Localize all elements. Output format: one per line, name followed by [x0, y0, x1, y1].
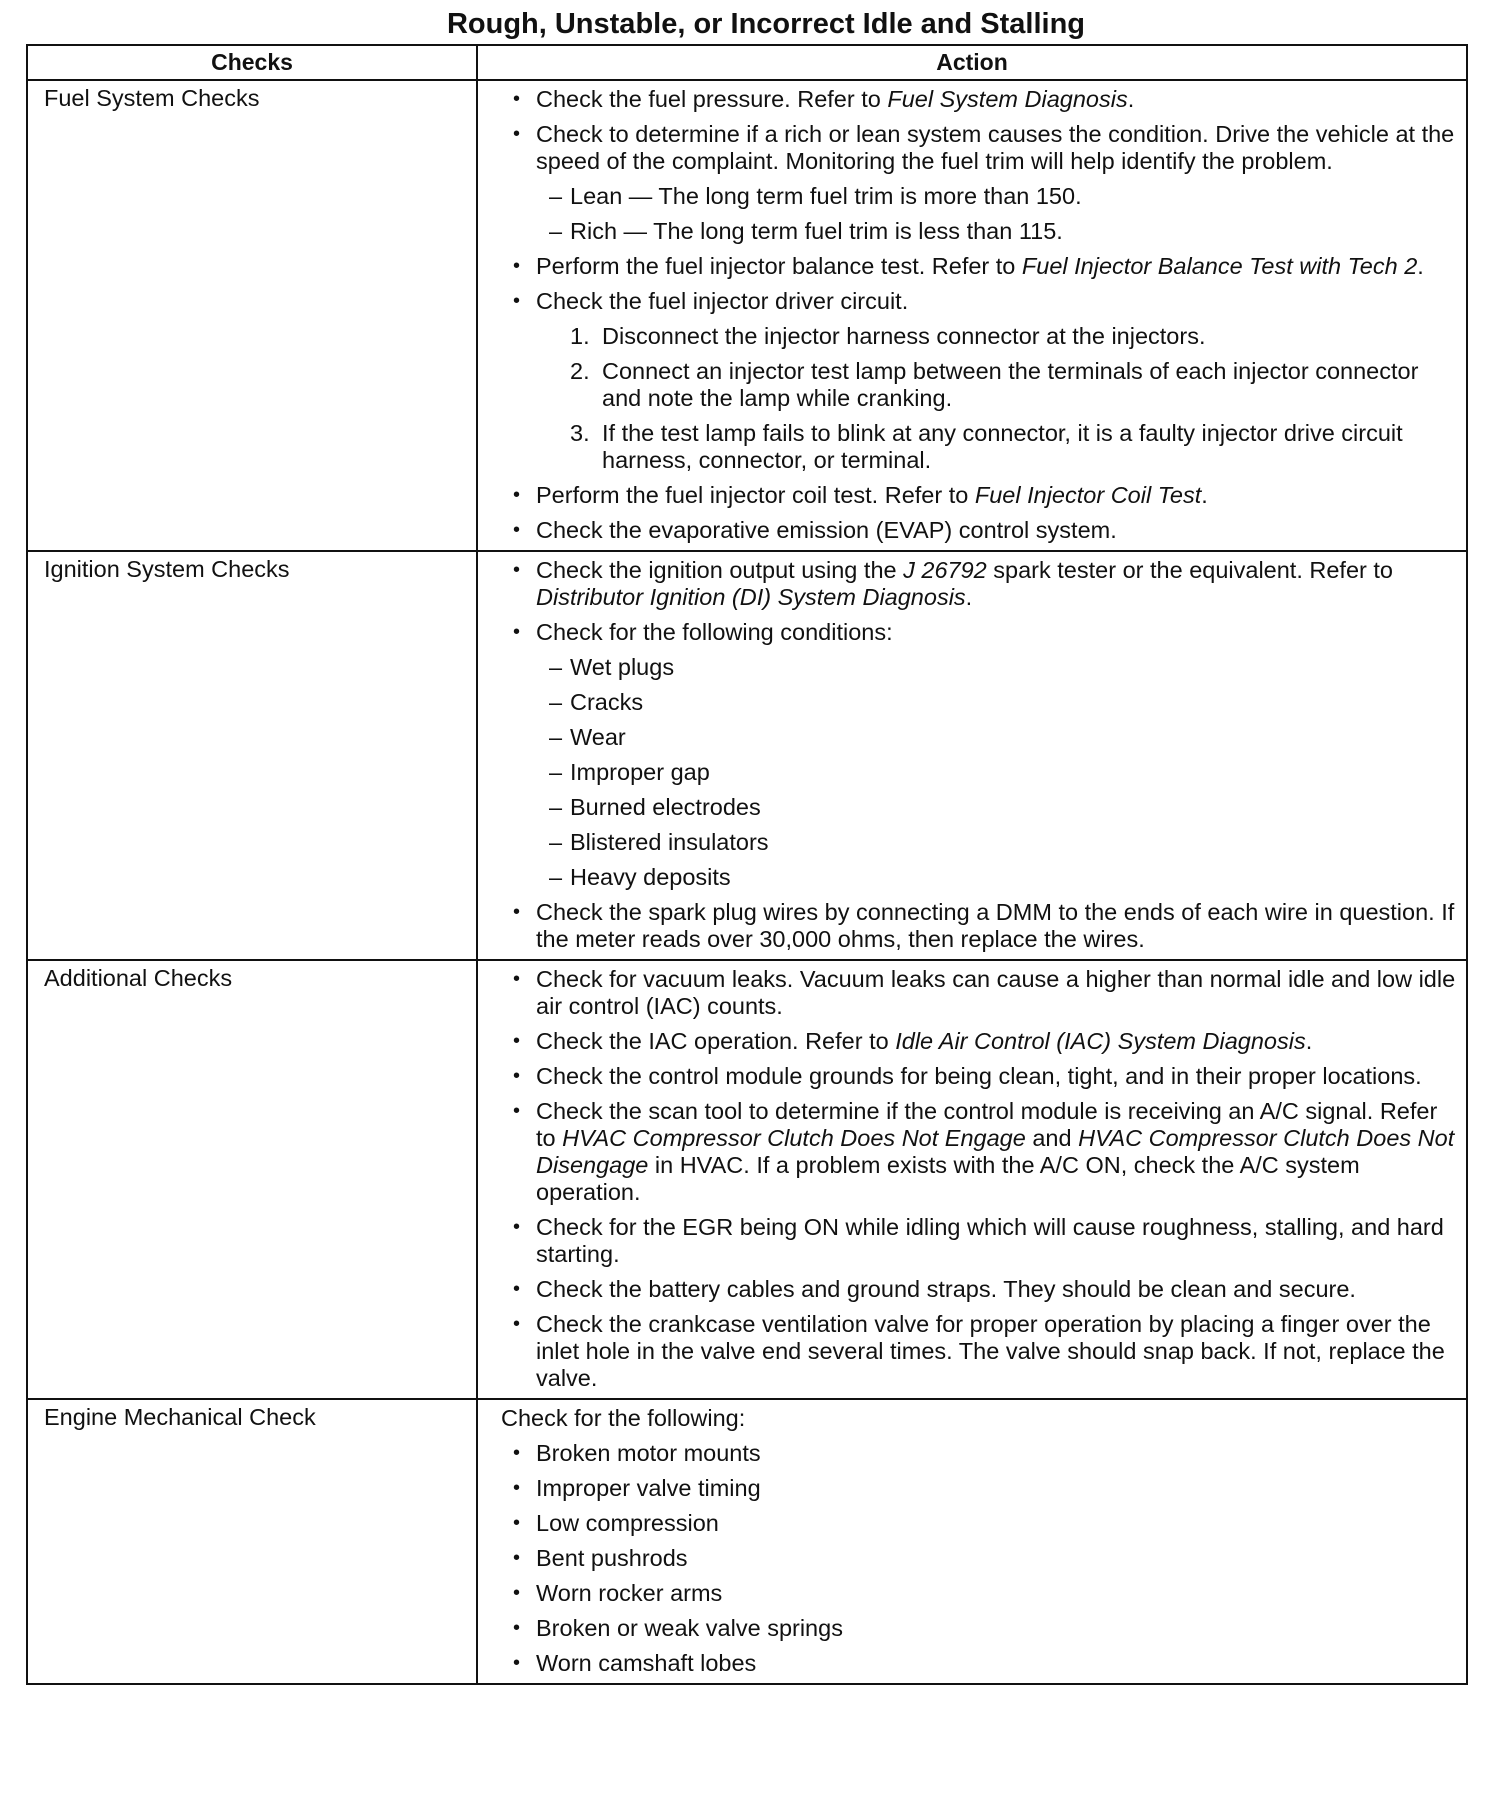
numbered-step	[570, 323, 1456, 350]
sub-item-text: Wet plugs	[570, 654, 675, 680]
bullet-icon: •	[513, 968, 521, 990]
dash-icon: –	[549, 829, 563, 855]
bullet-text	[536, 899, 1456, 953]
dash-icon: –	[549, 218, 563, 244]
text-segment: Check for the following conditions:	[536, 619, 893, 645]
action-cell	[477, 551, 1467, 960]
header-action: Action	[477, 45, 1467, 80]
bullet-item	[513, 619, 1456, 646]
bullet-icon: •	[513, 1547, 521, 1569]
bullet-icon: •	[513, 1030, 521, 1052]
bullet-icon: •	[513, 255, 521, 277]
bullet-icon: •	[513, 1313, 521, 1335]
bullet-item	[513, 1063, 1456, 1090]
step-number: 2.	[570, 358, 590, 384]
text-segment: Check for vacuum leaks. Vacuum leaks can cause a higher than normal idle and low idle air control (IAC) counts.	[536, 966, 1456, 1019]
sub-item	[549, 724, 1456, 751]
text-segment: Check the fuel injector driver circuit.	[536, 288, 909, 314]
bullet-icon: •	[513, 621, 521, 643]
bullet-icon: •	[513, 1582, 521, 1604]
bullet-text	[536, 1063, 1456, 1090]
bullet-item	[513, 253, 1456, 280]
reference-link-text: HVAC Compressor Clutch Does Not Disengage	[536, 1125, 1455, 1178]
bullet-text	[536, 1098, 1456, 1206]
text-segment: Broken motor mounts	[536, 1440, 761, 1466]
text-segment: Check the IAC operation. Refer to	[536, 1028, 896, 1054]
bullet-text	[536, 121, 1456, 175]
bullet-item	[513, 517, 1456, 544]
dash-icon: –	[549, 794, 563, 820]
bullet-item	[513, 1311, 1456, 1392]
text-segment: Check for the EGR being ON while idling which will cause roughness, stalling, and hard starting.	[536, 1214, 1444, 1267]
dash-icon: –	[549, 759, 563, 785]
text-segment: Worn rocker arms	[536, 1580, 723, 1606]
bullet-icon: •	[513, 1100, 521, 1122]
bullet-text	[536, 1214, 1456, 1268]
bullet-icon: •	[513, 1216, 521, 1238]
bullet-item	[513, 1580, 1456, 1607]
reference-link-text: Fuel System Diagnosis	[887, 86, 1128, 112]
reference-link-text: Idle Air Control (IAC) System Diagnosis	[895, 1028, 1306, 1054]
step-text: Disconnect the injector harness connector at the injectors.	[602, 323, 1206, 349]
text-segment: Check the ignition output using the	[536, 557, 904, 583]
bullet-icon: •	[513, 1278, 521, 1300]
sub-item-text: Cracks	[570, 689, 644, 715]
bullet-text	[536, 966, 1456, 1020]
reference-link-text: Distributor Ignition (DI) System Diagnosis	[536, 584, 966, 610]
bullet-icon: •	[513, 290, 521, 312]
dash-icon: –	[549, 654, 563, 680]
intro-text: Check for the following:	[501, 1405, 746, 1431]
sub-item	[549, 829, 1456, 856]
bullet-text	[536, 517, 1456, 544]
bullet-item	[513, 482, 1456, 509]
bullet-text	[536, 1510, 1456, 1537]
step-number: 3.	[570, 420, 590, 446]
bullet-text	[536, 1028, 1456, 1055]
bullet-item	[513, 1440, 1456, 1467]
table-header-row	[27, 45, 1467, 80]
bullet-item	[513, 1276, 1456, 1303]
bullet-text	[536, 86, 1456, 113]
sub-item	[549, 794, 1456, 821]
bullet-item	[513, 1475, 1456, 1502]
dash-icon: –	[549, 689, 563, 715]
dash-icon: –	[549, 183, 563, 209]
bullet-text	[536, 482, 1456, 509]
bullet-text	[536, 1475, 1456, 1502]
page-title: Rough, Unstable, or Incorrect Idle and Stalling	[446, 8, 1086, 40]
sub-item	[549, 689, 1456, 716]
dash-icon: –	[549, 864, 563, 890]
table-body	[27, 80, 1467, 1684]
bullet-icon: •	[513, 88, 521, 110]
sub-item-text: Improper gap	[570, 759, 710, 785]
text-segment: Check the control module grounds for being clean, tight, and in their proper locations.	[536, 1063, 1422, 1089]
text-segment: Check the crankcase ventilation valve for proper operation by placing a finger over the inlet hole in the valve end several times. The valve should snap back. If not, replace the valve.	[536, 1311, 1445, 1391]
bullet-text	[536, 557, 1456, 611]
text-segment: .	[1201, 482, 1208, 508]
sub-item	[549, 218, 1456, 245]
text-segment: and	[1025, 1125, 1079, 1151]
bullet-text	[536, 253, 1456, 280]
action-cell	[477, 80, 1467, 551]
bullet-icon: •	[513, 1477, 521, 1499]
bullet-icon: •	[513, 1065, 521, 1087]
bullet-item	[513, 288, 1456, 315]
sub-item-text: Heavy deposits	[570, 864, 731, 890]
numbered-step	[570, 420, 1456, 474]
text-segment: Bent pushrods	[536, 1545, 688, 1571]
bullet-item	[513, 1545, 1456, 1572]
sub-item	[549, 654, 1456, 681]
check-category: Engine Mechanical Check	[27, 1399, 477, 1684]
bullet-text	[536, 1615, 1456, 1642]
sub-item-text: Wear	[570, 724, 626, 750]
bullet-text	[536, 619, 1456, 646]
bullet-icon: •	[513, 123, 521, 145]
bullet-item	[513, 1615, 1456, 1642]
text-segment: spark tester or the equivalent. Refer to	[986, 557, 1393, 583]
bullet-icon: •	[513, 519, 521, 541]
sub-item-text: Lean — The long term fuel trim is more than 150.	[570, 183, 1082, 209]
action-cell	[477, 1399, 1467, 1684]
step-number: 1.	[570, 323, 590, 349]
sub-item-text: Burned electrodes	[570, 794, 761, 820]
reference-link-text: Fuel Injector Coil Test	[974, 482, 1202, 508]
bullet-icon: •	[513, 484, 521, 506]
text-segment: Worn camshaft lobes	[536, 1650, 757, 1676]
bullet-item	[513, 1510, 1456, 1537]
dash-icon: –	[549, 724, 563, 750]
document-page	[26, 6, 1466, 1685]
bullet-item	[513, 121, 1456, 175]
table-row	[27, 1399, 1467, 1684]
text-segment: Perform the fuel injector balance test. Refer to	[536, 253, 1022, 279]
text-segment: Perform the fuel injector coil test. Refer to	[536, 482, 975, 508]
reference-link-text: Fuel Injector Balance Test with Tech 2	[1021, 253, 1418, 279]
text-segment: in HVAC. If a problem exists with the A/C ON, check the A/C system operation.	[536, 1152, 1360, 1205]
sub-item	[549, 864, 1456, 891]
header-checks: Checks	[27, 45, 477, 80]
table-row	[27, 80, 1467, 551]
bullet-text	[536, 1440, 1456, 1467]
text-segment: Check the spark plug wires by connecting a DMM to the ends of each wire in question. If the meter reads over 30,000 ohms, then replace the wires.	[536, 899, 1455, 952]
bullet-icon: •	[513, 1652, 521, 1674]
bullet-icon: •	[513, 1617, 521, 1639]
text-segment: Check the battery cables and ground straps. They should be clean and secure.	[536, 1276, 1356, 1302]
bullet-item	[513, 899, 1456, 953]
diagnostic-table	[26, 44, 1468, 1685]
text-segment: .	[1417, 253, 1424, 279]
numbered-step	[570, 358, 1456, 412]
table-row	[27, 960, 1467, 1399]
bullet-item	[513, 1028, 1456, 1055]
sub-item	[549, 759, 1456, 786]
check-category: Ignition System Checks	[27, 551, 477, 960]
bullet-text	[536, 1276, 1456, 1303]
text-segment: Broken or weak valve springs	[536, 1615, 843, 1641]
sub-item	[549, 183, 1456, 210]
step-text: Connect an injector test lamp between the terminals of each injector connector and note the lamp while cranking.	[602, 358, 1419, 411]
check-category: Fuel System Checks	[27, 80, 477, 551]
text-segment: Check the evaporative emission (EVAP) control system.	[536, 517, 1117, 543]
bullet-text	[536, 288, 1456, 315]
step-text: If the test lamp fails to blink at any connector, it is a faulty injector drive circuit harness, connector, or terminal.	[602, 420, 1403, 473]
text-segment: .	[1127, 86, 1135, 112]
text-segment: Check to determine if a rich or lean system causes the condition. Drive the vehicle at the speed of the complaint. Monitoring the fuel trim will help identify the problem.	[536, 121, 1455, 174]
text-segment: .	[965, 584, 973, 610]
bullet-item	[513, 86, 1456, 113]
bullet-item	[513, 1214, 1456, 1268]
bullet-item	[513, 966, 1456, 1020]
table-row	[27, 551, 1467, 960]
action-cell	[477, 960, 1467, 1399]
bullet-text	[536, 1545, 1456, 1572]
reference-link-text: J 26792	[903, 557, 987, 583]
bullet-text	[536, 1650, 1456, 1677]
sub-item-text: Blistered insulators	[570, 829, 769, 855]
bullet-item	[513, 1650, 1456, 1677]
bullet-icon: •	[513, 559, 521, 581]
bullet-icon: •	[513, 901, 521, 923]
bullet-text	[536, 1580, 1456, 1607]
reference-link-text: HVAC Compressor Clutch Does Not Engage	[562, 1125, 1026, 1151]
text-segment: Check the fuel pressure. Refer to	[536, 86, 888, 112]
bullet-icon: •	[513, 1512, 521, 1534]
bullet-item	[513, 1098, 1456, 1206]
text-segment: Check the scan tool to determine if the control module is receiving an A/C signal. Refer to	[536, 1098, 1438, 1151]
sub-item-text: Rich — The long term fuel trim is less than 115.	[570, 218, 1063, 244]
text-segment: Improper valve timing	[536, 1475, 761, 1501]
bullet-text	[536, 1311, 1456, 1392]
bullet-item	[513, 557, 1456, 611]
text-segment: Low compression	[536, 1510, 719, 1536]
bullet-icon: •	[513, 1442, 521, 1464]
text-segment: .	[1305, 1028, 1313, 1054]
check-category: Additional Checks	[27, 960, 477, 1399]
